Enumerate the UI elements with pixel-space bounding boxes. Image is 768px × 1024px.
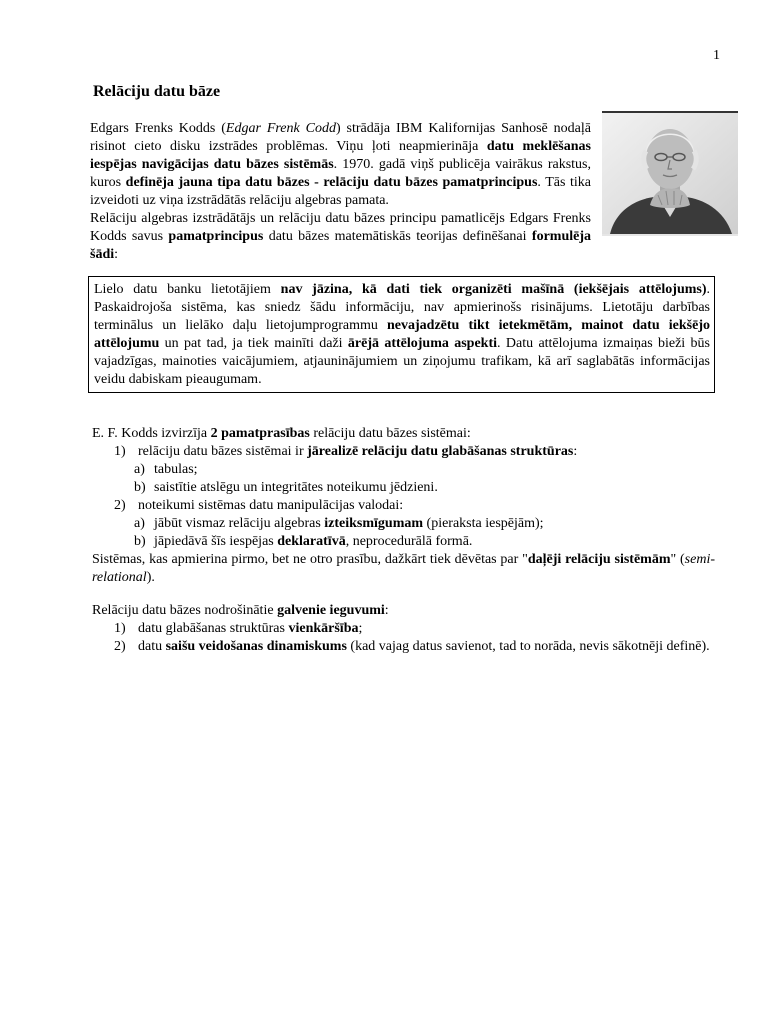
list-item: a) tabulas; [134,462,198,477]
list-marker: a) [134,516,145,531]
list-marker: 1) [114,621,126,636]
list-item: 2) noteikumi sistēmas datu manipulācijas valodai: a) jābūt vismaz relāciju algebras izteiksmīgumam (pieraksta iespējām); b) jāpiedāvā šīs iespējas deklaratīvā, neprocedurālā formā. [92,497,715,551]
list-item: 2) datu saišu veidošanas dinamiskums (kad vajag datus savienot, tad to norāda, nevis sākotnēji definē). [114,639,710,654]
intro-paragraph: Edgars Frenks Kodds (Edgar Frenk Codd) strādāja IBM Kalifornijas Sanhosē nodaļā risinot cieto disku izstrādes problēmas. Viņu ļoti neapmierināja datu meklēšanas iespējas navigācijas datu bāzes sistēmās. 1970. gadā viņš publicēja vairākus rakstus, kuros definēja jauna tipa datu bāzes - relāciju datu bāzes pamatprincipus. Tās tika izveidoti uz viņa izstrādātās relāciju algebras pamata. Relāciju algebras izstrādātājs un relāciju datu bāzes principu pamatlicējs Edgars Frenks Kodds savus pamatprincipus datu bāzes matemātiskās teorijas definēšanai formulēja šādi: [90,121,591,262]
requirements-section [92,425,715,587]
page-title: Relāciju datu bāze [93,83,221,100]
list-marker: 2) [114,639,126,654]
benefits-lead: Relāciju datu bāzes nodrošinātie galvenie ieguvumi: [92,603,389,618]
definition-box: Lielo datu banku lietotājiem nav jāzina, kā dati tiek organizēti mašīnā (iekšējais attēlojums). Paskaidrojoša sistēma, kas sniedz šādu informāciju, nav apmierinošs risinājums. Lietotāju darbības terminālus un lielāko daļu lietojumprogrammu nevajadzētu tikt ietekmētām, mainot datu iekšējo attēlojumu un pat tad, ja tiek mainīti daži ārējā attēlojuma aspekti. Datu attēlojuma izmaiņas bieži būs vajadzīgas, mainoties vaicājumiem, atjauninājumiem un ziņojumu trafikam, kā arī saglabātās informācijas veidu dabiskam pieaugumam. [88,276,715,393]
benefits-list [92,620,715,656]
sub-list [134,461,715,497]
list-marker: a) [134,462,145,477]
list-marker: 1) [114,444,126,459]
list-marker: b) [134,480,146,495]
portrait-photo [602,111,738,236]
page-number: 1 [713,48,720,63]
benefits-section [92,602,715,656]
portrait-photo-icon [602,113,738,234]
list-item: 1) datu glabāšanas struktūras vienkāršība; [114,621,363,636]
list-item: b) jāpiedāvā šīs iespējas deklaratīvā, neprocedurālā formā. [134,534,473,549]
list-marker: 2) [114,498,126,513]
list-item: a) jābūt vismaz relāciju algebras izteiksmīgumam (pieraksta iespējām); [134,516,544,531]
requirements-closing: Sistēmas, kas apmierina pirmo, bet ne otro prasību, dažkārt tiek dēvētas par "daļēji relāciju sistēmām" (semi-relational). [92,552,715,585]
list-marker: b) [134,534,146,549]
requirements-lead: E. F. Kodds izvirzīja 2 pamatprasības relāciju datu bāzes sistēmai: [92,426,471,441]
list-item: b) saistītie atslēgu un integritātes noteikumu jēdzieni. [134,480,438,495]
list-item: 1) relāciju datu bāzes sistēmai ir jārealizē relāciju datu glabāšanas struktūras: a) tabulas; b) saistītie atslēgu un integritātes noteikumu jēdzieni. [92,443,715,497]
sub-list [134,515,715,551]
requirements-list [92,443,715,551]
